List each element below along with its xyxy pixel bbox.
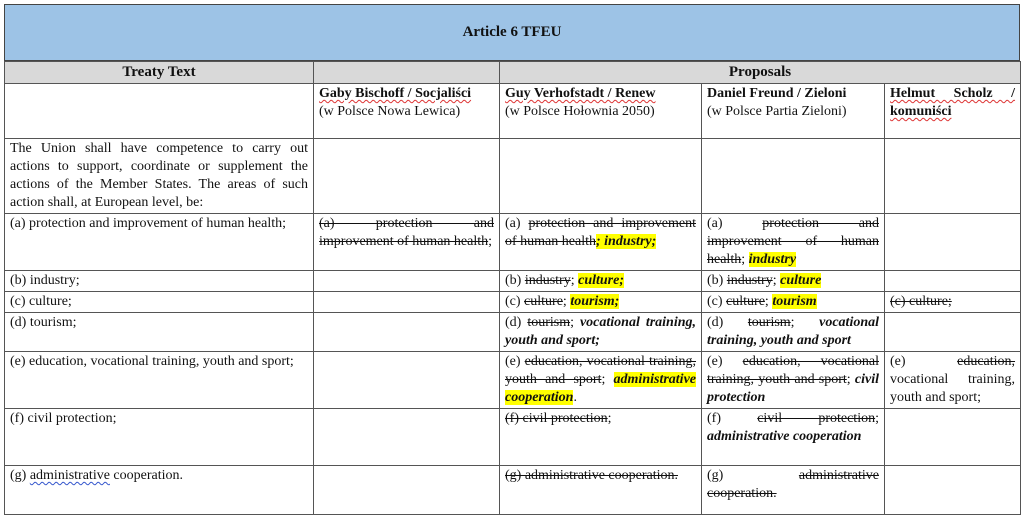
- table-title: Article 6 TFEU: [4, 4, 1020, 61]
- deleted-text: (c) culture;: [890, 294, 952, 309]
- plain-text: ;: [488, 234, 493, 249]
- verhofstadt-item-b: [500, 271, 702, 292]
- freund-item-e: [702, 352, 885, 409]
- deleted-text: civil protection: [757, 411, 876, 426]
- deleted-text: education, vocational training, youth and sport: [707, 354, 879, 387]
- added-text: ; industry;: [595, 234, 657, 249]
- verhofstadt-item-c: [500, 292, 702, 313]
- added-text: tourism;: [570, 294, 620, 309]
- plain-text: (g): [10, 468, 30, 483]
- empty-cell: [314, 466, 500, 515]
- deleted-text: education, vocational training, youth and sport: [505, 354, 697, 387]
- proposals-header: Proposals: [500, 62, 1021, 84]
- plain-text: (c): [505, 294, 525, 309]
- empty-cell: [314, 409, 500, 466]
- deleted-text: (g) administrative cooperation.: [505, 468, 678, 483]
- plain-text: cooperation.: [109, 468, 184, 483]
- author-bischoff: [314, 84, 500, 139]
- treaty-item-f: (f) civil protection;: [5, 409, 314, 466]
- freund-item-f: [702, 409, 885, 466]
- document-page: [4, 4, 1020, 515]
- deleted-text: tourism: [527, 315, 571, 330]
- verhofstadt-item-f: [500, 409, 702, 466]
- authors-empty-cell: [5, 84, 314, 139]
- verhofstadt-item-a: [500, 214, 702, 271]
- plain-text: (b): [707, 273, 727, 288]
- empty-cell: [885, 271, 1021, 292]
- plain-text: .: [573, 390, 577, 405]
- plain-text: (g): [707, 468, 799, 483]
- added-text: administrative cooperation: [505, 372, 696, 405]
- treaty-item-e: (e) education, vocational training, youth and sport;: [5, 352, 314, 409]
- author-scholz: [885, 84, 1021, 139]
- plain-text: (e): [890, 354, 958, 369]
- author-party: (w Polsce Partia Zieloni): [707, 104, 847, 119]
- author-name: Gaby Bischoff / Socjaliści: [319, 86, 472, 101]
- authors-row: [5, 84, 1021, 139]
- plain-text: (d): [505, 315, 528, 330]
- table-row: [5, 466, 1021, 515]
- table-row: [5, 352, 1021, 409]
- added-text: culture;: [578, 273, 624, 288]
- deleted-text: administrative cooperation.: [707, 468, 879, 501]
- scholz-item-e: [885, 352, 1021, 409]
- empty-cell: [314, 313, 500, 352]
- freund-item-a: [702, 214, 885, 271]
- header-row: [5, 62, 1021, 84]
- plain-text: ;: [607, 411, 612, 426]
- deleted-text: education,: [957, 354, 1016, 369]
- freund-item-d: [702, 313, 885, 352]
- freund-item-g: [702, 466, 885, 515]
- table-row: [5, 214, 1021, 271]
- verhofstadt-item-g: [500, 466, 702, 515]
- author-freund: [702, 84, 885, 139]
- empty-header-cell: [314, 62, 500, 84]
- treaty-item-d: (d) tourism;: [5, 313, 314, 352]
- plain-text: (f): [707, 411, 758, 426]
- empty-cell: [314, 292, 500, 313]
- empty-cell: [314, 271, 500, 292]
- added-text: administrative cooperation: [707, 429, 862, 444]
- empty-cell: [885, 139, 1021, 214]
- verhofstadt-item-d: [500, 313, 702, 352]
- plain-text: ;: [741, 252, 749, 267]
- author-name: Daniel Freund / Zieloni: [707, 86, 847, 101]
- verhofstadt-item-e: [500, 352, 702, 409]
- table-row: [5, 409, 1021, 466]
- empty-cell: [885, 313, 1021, 352]
- bischoff-item-a: [314, 214, 500, 271]
- author-name: Guy Verhofstadt / Renew: [505, 86, 656, 101]
- added-text: tourism: [772, 294, 817, 309]
- added-text: vocational training, youth and sport;: [505, 315, 697, 348]
- comparison-table: [4, 61, 1021, 515]
- deleted-text: (f) civil protection: [505, 411, 608, 426]
- deleted-text: industry: [524, 273, 571, 288]
- table-row: [5, 313, 1021, 352]
- empty-cell: [314, 352, 500, 409]
- deleted-text: industry: [726, 273, 773, 288]
- deleted-text: protection and improvement of human health: [707, 216, 879, 267]
- plain-text: ;: [875, 411, 879, 426]
- treaty-item-g: [5, 466, 314, 515]
- plain-text: (a): [505, 216, 529, 231]
- empty-cell: [314, 139, 500, 214]
- plain-text: ;: [764, 294, 773, 309]
- empty-cell: [885, 214, 1021, 271]
- empty-cell: [885, 409, 1021, 466]
- added-text: civil protection: [707, 372, 879, 405]
- freund-item-c: [702, 292, 885, 313]
- empty-cell: [702, 139, 885, 214]
- scholz-item-c: [885, 292, 1021, 313]
- table-row: [5, 139, 1021, 214]
- table-row: [5, 271, 1021, 292]
- plain-text: ;: [570, 273, 579, 288]
- deleted-text: (a) protection and improvement of human health: [319, 216, 494, 249]
- treaty-item-c: (c) culture;: [5, 292, 314, 313]
- empty-cell: [500, 139, 702, 214]
- deleted-text: culture: [524, 294, 563, 309]
- author-verhofstadt: [500, 84, 702, 139]
- treaty-item-a: (a) protection and improvement of human health;: [5, 214, 314, 271]
- empty-cell: [885, 466, 1021, 515]
- deleted-text: culture: [726, 294, 765, 309]
- plain-text: ;: [772, 273, 781, 288]
- plain-text: ;: [601, 372, 614, 387]
- added-text: industry: [748, 252, 797, 267]
- plain-text: vocational training, youth and sport;: [890, 372, 1016, 405]
- freund-item-b: [702, 271, 885, 292]
- plain-text: (a): [707, 216, 763, 231]
- treaty-item-b: (b) industry;: [5, 271, 314, 292]
- plain-text: ;: [846, 372, 855, 387]
- plain-text: (e): [505, 354, 525, 369]
- added-text: vocational training, youth and sport: [707, 315, 880, 348]
- plain-text: ;: [562, 294, 571, 309]
- added-text: culture: [780, 273, 822, 288]
- author-party: (w Polsce Nowa Lewica): [319, 104, 461, 119]
- plain-text: (b): [505, 273, 525, 288]
- treaty-text-header: Treaty Text: [5, 62, 314, 84]
- plain-text: (e): [707, 354, 743, 369]
- plain-text: (c): [707, 294, 727, 309]
- deleted-text: tourism: [747, 315, 791, 330]
- plain-text: administrative: [29, 468, 110, 483]
- table-row: [5, 292, 1021, 313]
- treaty-intro-text: The Union shall have competence to carry out actions to support, coordinate or supplement the actions of the Member States. The areas of such action shall, at European level, be:: [5, 139, 314, 214]
- author-party: (w Polsce Hołownia 2050): [505, 104, 655, 119]
- deleted-text: protection and improvement of human health: [505, 216, 696, 249]
- author-name: Helmut Scholz / komuniści: [890, 86, 1016, 119]
- plain-text: ;: [570, 315, 580, 330]
- plain-text: ;: [790, 315, 820, 330]
- plain-text: (d): [707, 315, 748, 330]
